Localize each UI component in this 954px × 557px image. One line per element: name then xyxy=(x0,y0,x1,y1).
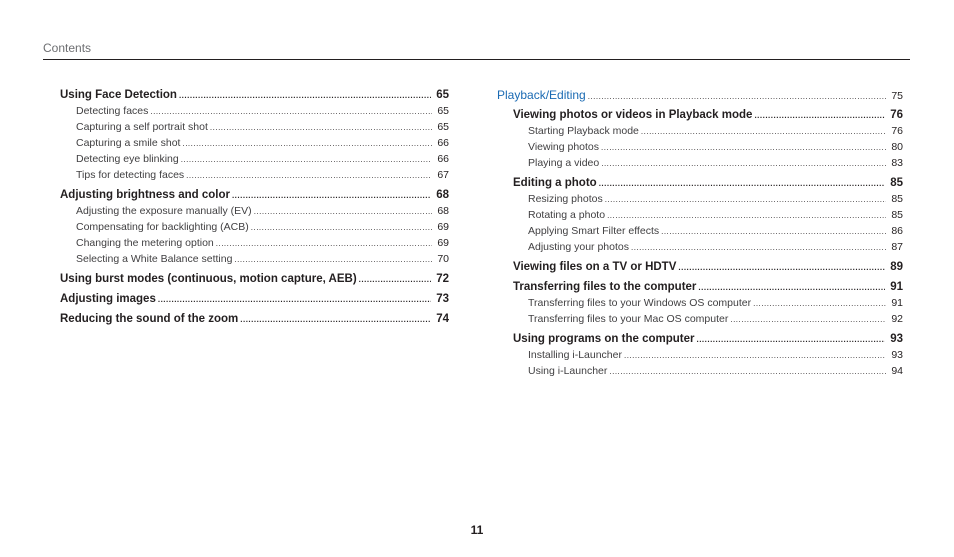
toc-leader xyxy=(150,104,432,120)
toc-leader xyxy=(601,156,886,172)
toc-leader xyxy=(181,152,433,168)
toc-entry-title: Playing a video xyxy=(528,157,600,169)
toc-entry-page: 91 xyxy=(891,297,903,309)
header-divider xyxy=(43,59,910,60)
toc-leader xyxy=(605,192,887,208)
toc-leader xyxy=(698,280,885,296)
toc-leader xyxy=(730,312,886,328)
toc-entry[interactable] xyxy=(497,363,903,379)
toc-entry-page: 83 xyxy=(891,157,903,169)
toc-leader xyxy=(754,108,885,124)
toc-entry-page: 67 xyxy=(437,169,449,181)
toc-entry-title: Adjusting brightness and color xyxy=(60,189,230,201)
toc-entry-title: Rotating a photo xyxy=(528,209,606,221)
toc-entry-page: 76 xyxy=(890,109,903,121)
toc-entry-page: 73 xyxy=(436,293,449,305)
toc-entry-page: 66 xyxy=(437,153,449,165)
toc-entry-page: 69 xyxy=(437,221,449,233)
header-title: Contents xyxy=(43,41,92,55)
toc-chapter-heading[interactable] xyxy=(497,87,903,103)
toc-entry[interactable] xyxy=(60,119,449,135)
toc-entry[interactable] xyxy=(497,331,903,347)
toc-entry[interactable] xyxy=(60,187,449,203)
toc-entry-page: 68 xyxy=(436,189,449,201)
toc-leader xyxy=(641,124,886,140)
toc-leader xyxy=(216,236,433,252)
toc-entry-title: Transferring files to your Mac OS computer xyxy=(528,313,729,325)
toc-leader xyxy=(254,204,433,220)
toc-entry[interactable] xyxy=(60,219,449,235)
toc-entry[interactable] xyxy=(497,123,903,139)
toc-entry[interactable] xyxy=(497,311,903,327)
toc-entry-title: Reducing the sound of the zoom xyxy=(60,313,239,325)
toc-entry[interactable] xyxy=(497,139,903,155)
toc-entry[interactable] xyxy=(60,167,449,183)
toc-entry-page: 93 xyxy=(891,349,903,361)
toc-right-column xyxy=(497,87,903,379)
toc-leader xyxy=(182,136,432,152)
toc-entry[interactable] xyxy=(60,235,449,251)
toc-entry-page: 76 xyxy=(891,125,903,137)
toc-leader xyxy=(186,168,432,184)
toc-entry[interactable] xyxy=(60,87,449,103)
toc-entry[interactable] xyxy=(497,295,903,311)
toc-leader xyxy=(588,89,887,105)
toc-entry-title: Selecting a White Balance setting xyxy=(76,253,233,265)
toc-entry-title: Capturing a self portrait shot xyxy=(76,121,208,133)
toc-entry-page: 74 xyxy=(436,313,449,325)
toc-entry-page: 80 xyxy=(891,141,903,153)
toc-entry-page: 75 xyxy=(891,90,903,102)
toc-entry-title: Viewing photos xyxy=(528,141,600,153)
toc-entry-page: 65 xyxy=(437,121,449,133)
toc-leader xyxy=(609,364,886,380)
toc-entry-title: Editing a photo xyxy=(513,177,597,189)
toc-entry[interactable] xyxy=(497,259,903,275)
toc-entry[interactable] xyxy=(60,271,449,287)
toc-entry-title: Transferring files to the computer xyxy=(513,281,697,293)
toc-leader xyxy=(696,332,885,348)
toc-entry[interactable] xyxy=(497,223,903,239)
toc-leader xyxy=(678,260,885,276)
toc-entry-title: Viewing photos or videos in Playback mode xyxy=(513,109,753,121)
toc-entry[interactable] xyxy=(60,251,449,267)
toc-leader xyxy=(607,208,886,224)
toc-entry[interactable] xyxy=(60,103,449,119)
toc-entry-title: Viewing files on a TV or HDTV xyxy=(513,261,677,273)
toc-left-column xyxy=(60,87,449,327)
toc-entry[interactable] xyxy=(497,155,903,171)
toc-entry-page: 68 xyxy=(437,205,449,217)
toc-leader xyxy=(210,120,432,136)
toc-entry-page: 94 xyxy=(891,365,903,377)
toc-leader xyxy=(179,88,431,104)
toc-entry-page: 87 xyxy=(891,241,903,253)
toc-entry-title: Adjusting the exposure manually (EV) xyxy=(76,205,252,217)
toc-entry-page: 66 xyxy=(437,137,449,149)
toc-entry-title: Transferring files to your Windows OS computer xyxy=(528,297,752,309)
toc-entry-page: 89 xyxy=(890,261,903,273)
toc-entry-page: 69 xyxy=(437,237,449,249)
toc-entry[interactable] xyxy=(60,203,449,219)
toc-entry-title: Changing the metering option xyxy=(76,237,214,249)
toc-entry[interactable] xyxy=(497,279,903,295)
toc-entry-page: 72 xyxy=(436,273,449,285)
toc-leader xyxy=(359,272,432,288)
toc-entry-title: Capturing a smile shot xyxy=(76,137,181,149)
toc-entry-title: Using Face Detection xyxy=(60,89,177,101)
toc-entry-title: Using burst modes (continuous, motion capture, AEB) xyxy=(60,273,357,285)
toc-entry-title: Detecting faces xyxy=(76,105,149,117)
toc-entry-title: Playback/Editing xyxy=(497,88,586,102)
toc-entry-page: 92 xyxy=(891,313,903,325)
toc-entry-page: 85 xyxy=(890,177,903,189)
toc-entry[interactable] xyxy=(497,107,903,123)
toc-entry-page: 70 xyxy=(437,253,449,265)
toc-entry-title: Tips for detecting faces xyxy=(76,169,185,181)
toc-entry-title: Adjusting your photos xyxy=(528,241,629,253)
toc-entry-page: 65 xyxy=(436,89,449,101)
toc-leader xyxy=(251,220,433,236)
toc-leader xyxy=(753,296,886,312)
toc-entry-title: Starting Playback mode xyxy=(528,125,639,137)
toc-entry[interactable] xyxy=(497,239,903,255)
page-number: 11 xyxy=(470,523,484,537)
toc-entry[interactable] xyxy=(60,291,449,307)
toc-entry-title: Using i-Launcher xyxy=(528,365,608,377)
toc-entry[interactable] xyxy=(60,311,449,327)
toc-entry[interactable] xyxy=(60,135,449,151)
toc-entry[interactable] xyxy=(497,175,903,191)
toc-entry-title: Detecting eye blinking xyxy=(76,153,179,165)
toc-entry-title: Applying Smart Filter effects xyxy=(528,225,660,237)
toc-entry-title: Adjusting images xyxy=(60,293,156,305)
toc-leader xyxy=(240,312,431,328)
toc-entry-page: 86 xyxy=(891,225,903,237)
toc-entry-page: 65 xyxy=(437,105,449,117)
toc-entry-title: Installing i-Launcher xyxy=(528,349,622,361)
toc-entry-page: 93 xyxy=(890,333,903,345)
toc-entry-title: Resizing photos xyxy=(528,193,603,205)
toc-leader xyxy=(599,176,886,192)
toc-entry-title: Compensating for backlighting (ACB) xyxy=(76,221,249,233)
toc-entry[interactable] xyxy=(497,347,903,363)
toc-entry[interactable] xyxy=(497,207,903,223)
toc-leader xyxy=(661,224,886,240)
toc-leader xyxy=(601,140,886,156)
toc-entry-page: 91 xyxy=(890,281,903,293)
toc-leader xyxy=(624,348,886,364)
toc-leader xyxy=(234,252,432,268)
toc-leader xyxy=(232,188,431,204)
toc-entry-page: 85 xyxy=(891,193,903,205)
toc-leader xyxy=(631,240,886,256)
toc-entry-title: Using programs on the computer xyxy=(513,333,695,345)
toc-entry-page: 85 xyxy=(891,209,903,221)
toc-entry[interactable] xyxy=(497,191,903,207)
toc-entry[interactable] xyxy=(60,151,449,167)
toc-leader xyxy=(158,292,431,308)
